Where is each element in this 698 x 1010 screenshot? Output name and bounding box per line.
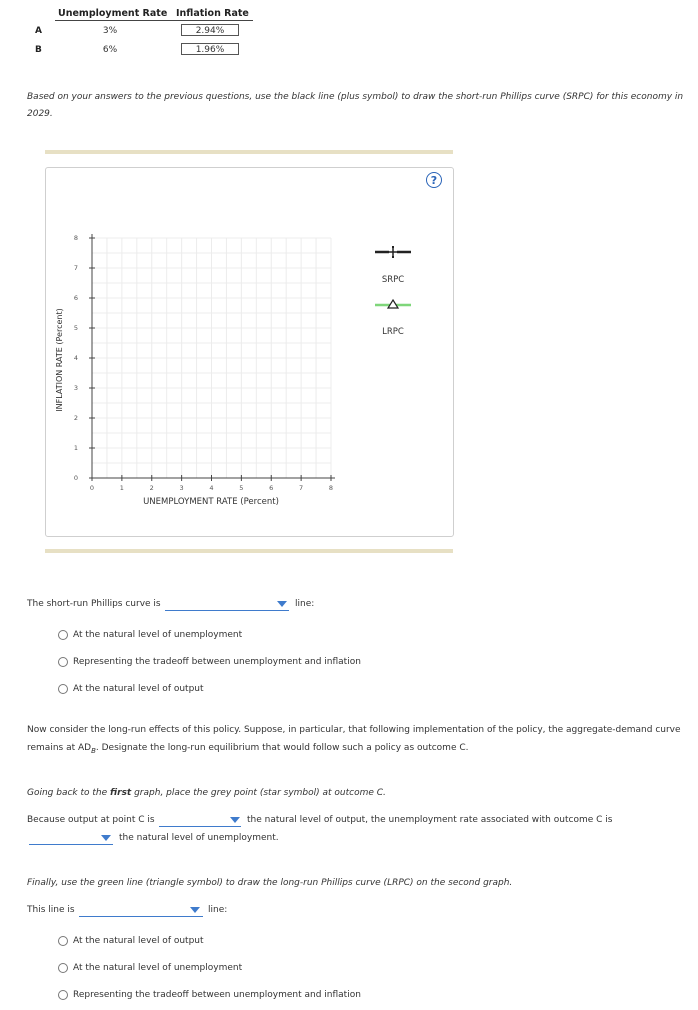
q2-dropdown-1[interactable] <box>159 816 241 827</box>
y-tick-label: 0 <box>73 474 79 482</box>
y-tick-label: 6 <box>73 294 79 302</box>
q3-radio-3[interactable] <box>58 990 68 1000</box>
col-header-unemployment: Unemployment Rate <box>58 8 168 19</box>
col-header-inflation: Inflation Rate <box>176 8 249 19</box>
unemployment-b: 6% <box>102 45 118 55</box>
q2-suffix: the natural level of unemployment. <box>119 833 279 843</box>
instruction-srpc-year: 2029. <box>27 109 53 119</box>
chart-axes <box>92 234 335 478</box>
q3-suffix: line: <box>208 905 228 915</box>
q2-middle: the natural level of output, the unemployment rate associated with outcome C is <box>247 815 613 825</box>
q1-option-3[interactable]: At the natural level of output <box>73 684 204 694</box>
x-tick-label: 7 <box>299 484 304 492</box>
x-tick-label: 3 <box>179 484 184 492</box>
y-tick-label: 5 <box>73 324 79 332</box>
y-tick-label: 4 <box>73 354 79 362</box>
unemployment-a: 3% <box>102 26 118 36</box>
graph-top-bar <box>45 150 453 154</box>
phillips-chart[interactable] <box>45 167 452 535</box>
y-tick-label: 1 <box>73 444 79 452</box>
graph-bottom-bar <box>45 549 453 553</box>
x-tick-label: 0 <box>89 484 95 492</box>
table-header-rule <box>55 20 253 21</box>
para-long-run: Now consider the long-run effects of this policy. Suppose, in particular, that following implementation of the policy, the aggregate-demand curve <box>27 725 681 735</box>
y-tick-label: 8 <box>73 234 79 242</box>
chart-ticks <box>74 234 333 492</box>
x-tick-label: 6 <box>269 484 274 492</box>
x-tick-label: 1 <box>119 484 124 492</box>
row-label-a: A <box>35 26 42 36</box>
x-tick-label: 2 <box>149 484 154 492</box>
para-place-point: Going back to the first graph, place the grey point (star symbol) at outcome C. <box>27 788 386 798</box>
q3-radio-1[interactable] <box>58 936 68 946</box>
para-long-run-2: remains at $AD_B$. Designate the long-run equilibrium that would follow such a policy as outcome C. <box>27 743 469 755</box>
y-tick-label: 7 <box>73 264 79 272</box>
para-lrpc: Finally, use the green line (triangle symbol) to draw the long-run Phillips curve (LRPC) on the second graph. <box>27 878 513 888</box>
q3-prefix: This line is <box>27 905 75 915</box>
y-axis-label: INFLATION RATE (Percent) <box>55 308 64 412</box>
q3-radio-2[interactable] <box>58 963 68 973</box>
inflation-a-box: 2.94% <box>181 24 239 36</box>
instruction-srpc: Based on your answers to the previous questions, use the black line (plus symbol) to draw the short-run Phillips curve (SRPC) for this economy in <box>27 92 684 102</box>
x-tick-label: 8 <box>328 484 334 492</box>
q2-dropdown-2-arrow-icon[interactable] <box>101 835 111 841</box>
q1-dropdown[interactable] <box>165 600 289 611</box>
q3-option-1[interactable]: At the natural level of output <box>73 936 204 946</box>
q3-option-2[interactable]: At the natural level of unemployment <box>73 963 243 973</box>
q1-suffix: line: <box>295 599 315 609</box>
legend-srpc-tool[interactable] <box>375 246 411 258</box>
help-icon[interactable]: ? <box>426 172 442 188</box>
q1-radio-1[interactable] <box>58 630 68 640</box>
q3-dropdown[interactable] <box>79 906 203 917</box>
q1-prefix: The short-run Phillips curve is <box>27 599 161 609</box>
q1-dropdown-arrow-icon[interactable] <box>277 601 287 607</box>
q1-option-2[interactable]: Representing the tradeoff between unemployment and inflation <box>73 657 361 667</box>
row-label-b: B <box>35 45 42 55</box>
q2-prefix: Because output at point C is <box>27 815 155 825</box>
x-tick-label: 4 <box>209 484 214 492</box>
q2-dropdown-1-arrow-icon[interactable] <box>230 817 240 823</box>
x-axis-label: UNEMPLOYMENT RATE (Percent) <box>143 497 279 507</box>
q1-radio-3[interactable] <box>58 684 68 694</box>
legend-lrpc-tool[interactable] <box>375 300 411 308</box>
q3-dropdown-arrow-icon[interactable] <box>190 907 200 913</box>
legend-lrpc-label: LRPC <box>382 327 404 337</box>
inflation-b-box: 1.96% <box>181 43 239 55</box>
y-tick-label: 2 <box>73 414 79 422</box>
q1-radio-2[interactable] <box>58 657 68 667</box>
y-tick-label: 3 <box>73 384 79 392</box>
x-tick-label: 5 <box>239 484 244 492</box>
q1-option-1[interactable]: At the natural level of unemployment <box>73 630 243 640</box>
q3-option-3[interactable]: Representing the tradeoff between unemployment and inflation <box>73 990 361 1000</box>
legend-srpc-label: SRPC <box>381 275 405 285</box>
chart-grid <box>92 238 331 478</box>
